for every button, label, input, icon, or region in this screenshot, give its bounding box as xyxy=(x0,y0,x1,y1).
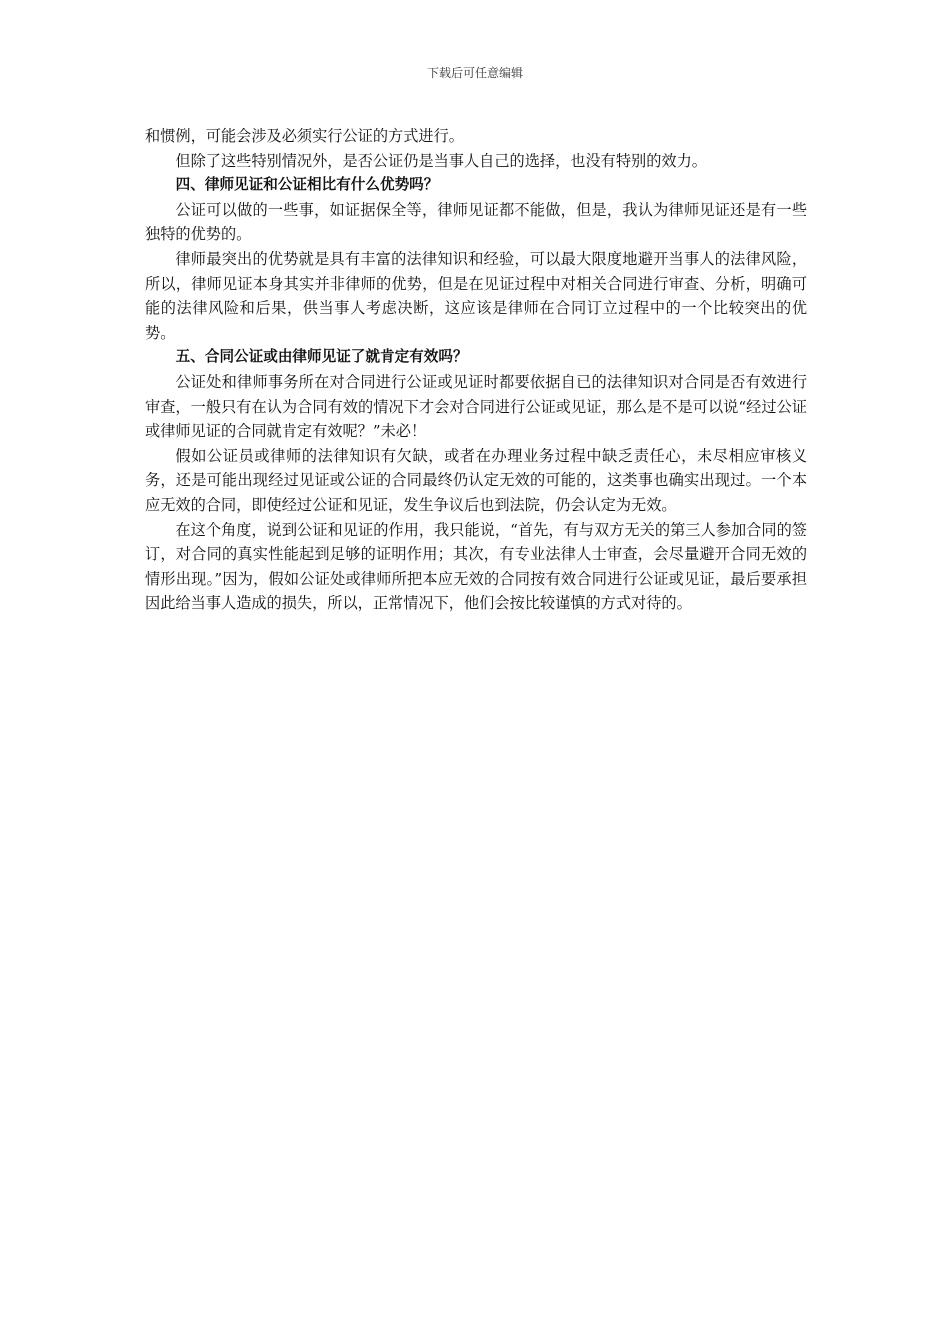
paragraph-special-cases: 但除了这些特别情况外，是否公证仍是当事人自己的选择，也没有特别的效力。 xyxy=(175,151,707,170)
paragraph-conclusion: 在这个角度，说到公证和见证的作用，我只能说，“首先，有与双方无关的第三人参加合同的签订，对合同的真实性能起到足够的证明作用；其次，有专业法律人士审查，会尽量避开合同无效的情形出现。”因为，假如公证处或律师所把本应无效的合同按有效合同进行公证或见证，最后要承担因此给当事人造成的损失，所以，正常情况下，他们会按比较谨慎的方式对待的。 xyxy=(145,520,807,613)
section-heading-4: 四、律师见证和公证相比有什么优势吗？ xyxy=(175,176,439,194)
paragraph-continued: 和惯例，可能会涉及必须实行公证的方式进行。 xyxy=(145,127,464,145)
section-heading-5: 五、合同公证或由律师见证了就肯定有效吗？ xyxy=(175,348,468,366)
page-header: 下载后可任意编辑 xyxy=(426,66,523,80)
paragraph-possible-invalid: 假如公证员或律师的法律知识有欠缺，或者在办理业务过程中缺乏责任心，未尽相应审核义务，还是可能出现经过见证或公证的合同最终仍认定无效的可能的，这类事也确实出现过。一个本应无效的合同，即使经过公证和见证，发生争议后也到法院，仍会认定为无效。 xyxy=(145,446,807,514)
document-body xyxy=(145,124,807,616)
paragraph-notary-scope: 公证可以做的一些事，如证据保全等，律师见证都不能做，但是，我认为律师见证还是有一些独特的优势的。 xyxy=(145,200,807,244)
paragraph-lawyer-advantage: 律师最突出的优势就是具有丰富的法律知识和经验，可以最大限度地避开当事人的法律风险，所以，律师见证本身其实并非律师的优势，但是在见证过程中对相关合同进行审查、分析，明确可能的法律风险和后果，供当事人考虑决断，这应该是律师在合同订立过程中的一个比较突出的优势。 xyxy=(145,249,807,342)
paragraph-validity-review: 公证处和律师事务所在对合同进行公证或见证时都要依据自已的法律知识对合同是否有效进行审查，一般只有在认为合同有效的情况下才会对合同进行公证或见证，那么是不是可以说“经过公证或律师见证的合同就肯定有效呢？”未必！ xyxy=(145,372,807,441)
